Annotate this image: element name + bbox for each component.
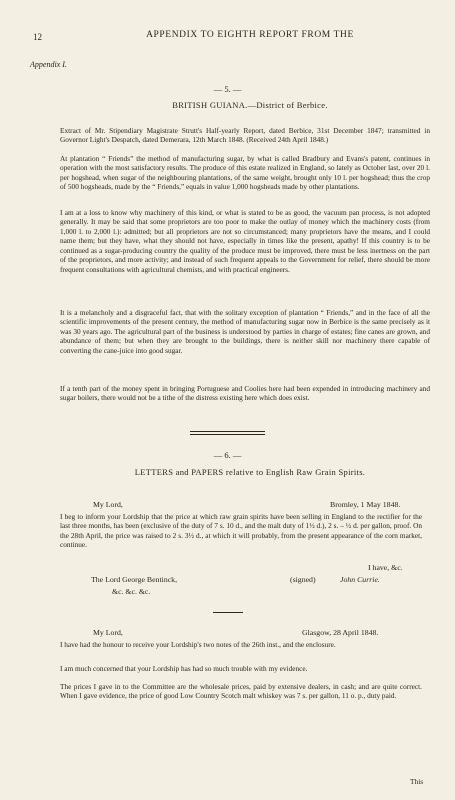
- letter1-signed: (signed): [290, 575, 316, 584]
- letter-divider: [213, 612, 243, 613]
- letter2-dateline: Glasgow, 28 April 1848.: [302, 628, 379, 637]
- running-title: APPENDIX TO EIGHTH REPORT FROM THE: [146, 30, 354, 40]
- section-number-6: — 6. —: [213, 450, 242, 460]
- paragraph-4: If a tenth part of the money spent in bringing Portuguese and Coolies here had been expended in introducing machinery and sugar boilers, there would not be a tithe of the distress existing here which does exist.: [60, 384, 430, 403]
- paragraph-1: At plantation “ Friends” the method of manufacturing sugar, by what is called Bradbury and Evans's patent, continues in operation with the most satisfactory results. The produce of this estate realized in England, so lately as October last, over 20 l. per hogshead, when sugar of the neighbouring plantations, of the same weight, brought only 10 l. per hogshead; thus the crop of 500 hogsheads, made by the “ Friends,” equals in value 1,000 hogsheads made by other plantations.: [60, 154, 430, 192]
- letter1-addressee: The Lord George Bentinck,: [91, 575, 178, 584]
- section-divider: [190, 431, 265, 435]
- page-number: 12: [33, 32, 42, 42]
- letter1-etc: &c. &c. &c.: [112, 587, 151, 596]
- extract-heading: Extract of Mr. Stipendiary Magistrate Strutt's Half-yearly Report, dated Berbice, 31st December 1847; transmitted in Governor Light's Despatch, dated Demerara, 12th March 1848. (Received 24th April 1848.): [60, 126, 430, 145]
- section-number-5: — 5. —: [213, 84, 242, 94]
- section-title-5: BRITISH GUIANA.—District of Berbice.: [172, 100, 328, 110]
- letter2-body-3: The prices I gave in to the Committee are the wholesale prices, paid by extensive dealers, in cash; and are quite correct. When I gave evidence, the price of good Low Country Scotch malt whiskey was 7 s. per gallon, 11 o. p., duty paid.: [60, 682, 422, 701]
- letter2-body-1: I have had the honour to receive your Lordship's two notes of the 26th inst., and the enclosure.: [60, 640, 336, 649]
- section-title-6: LETTERS and PAPERS relative to English Raw Grain Spirits.: [134, 467, 366, 477]
- paragraph-3: It is a melancholy and a disgraceful fact, that with the solitary exception of plantation “ Friends,” and in the face of all the scientific improvements of the present century, the method of manufacturing sugar now in Berbice is the same precisely as it was 30 years ago. The agricultural part of the business is understood by parties in charge of estates; fine canes are grown, and abundance of them; but when they are brought to the buildings, there is neither skill nor machinery there capable of converting the cane-juice into good sugar.: [60, 308, 430, 355]
- letter1-signer: John Currie.: [340, 575, 380, 584]
- catchword: This: [410, 777, 424, 786]
- letter1-dateline: Bromley, 1 May 1848.: [330, 500, 401, 509]
- letter1-salutation: My Lord,: [93, 500, 123, 509]
- letter2-body-2: I am much concerned that your Lordship has had so much trouble with my evidence.: [60, 664, 308, 673]
- letter1-closing: I have, &c.: [368, 563, 403, 572]
- letter1-body: I beg to inform your Lordship that the price at which raw grain spirits have been selling in England to the rectifier for the last three months, has been (exclusive of the duty of 7 s. 10 d., and the malt duty of 1½ d.), 2 s. – ½ d. per gallon, proof. On the 28th April, the price was raised to 2 s. 3½ d., at which it will probably, from the present appearance of the corn market, continue.: [60, 512, 422, 550]
- margin-note: Appendix I.: [30, 60, 67, 69]
- letter2-salutation: My Lord,: [93, 628, 123, 637]
- paragraph-2: I am at a loss to know why machinery of this kind, or what is stated to be as good, the vacuum pan process, is not adopted generally. It may be said that some proprietors are too poor to make the outlay of money which the machinery costs (from 1,000 l. to 2,000 l.): admitted; but all proprietors are not so circumstanced; many proprietors have the means, and I could name them; but they have, what they should not have, especially in times like the present, apathy! If this country is to be continued as a sugar-producing country the quality of the produce must be improved, there must be less inertness on the part of the proprietors, and more activity; and instead of such frequent appeals to the Government for relief, there should be more frequent consultations with agricultural chemists, and with practical engineers.: [60, 208, 430, 274]
